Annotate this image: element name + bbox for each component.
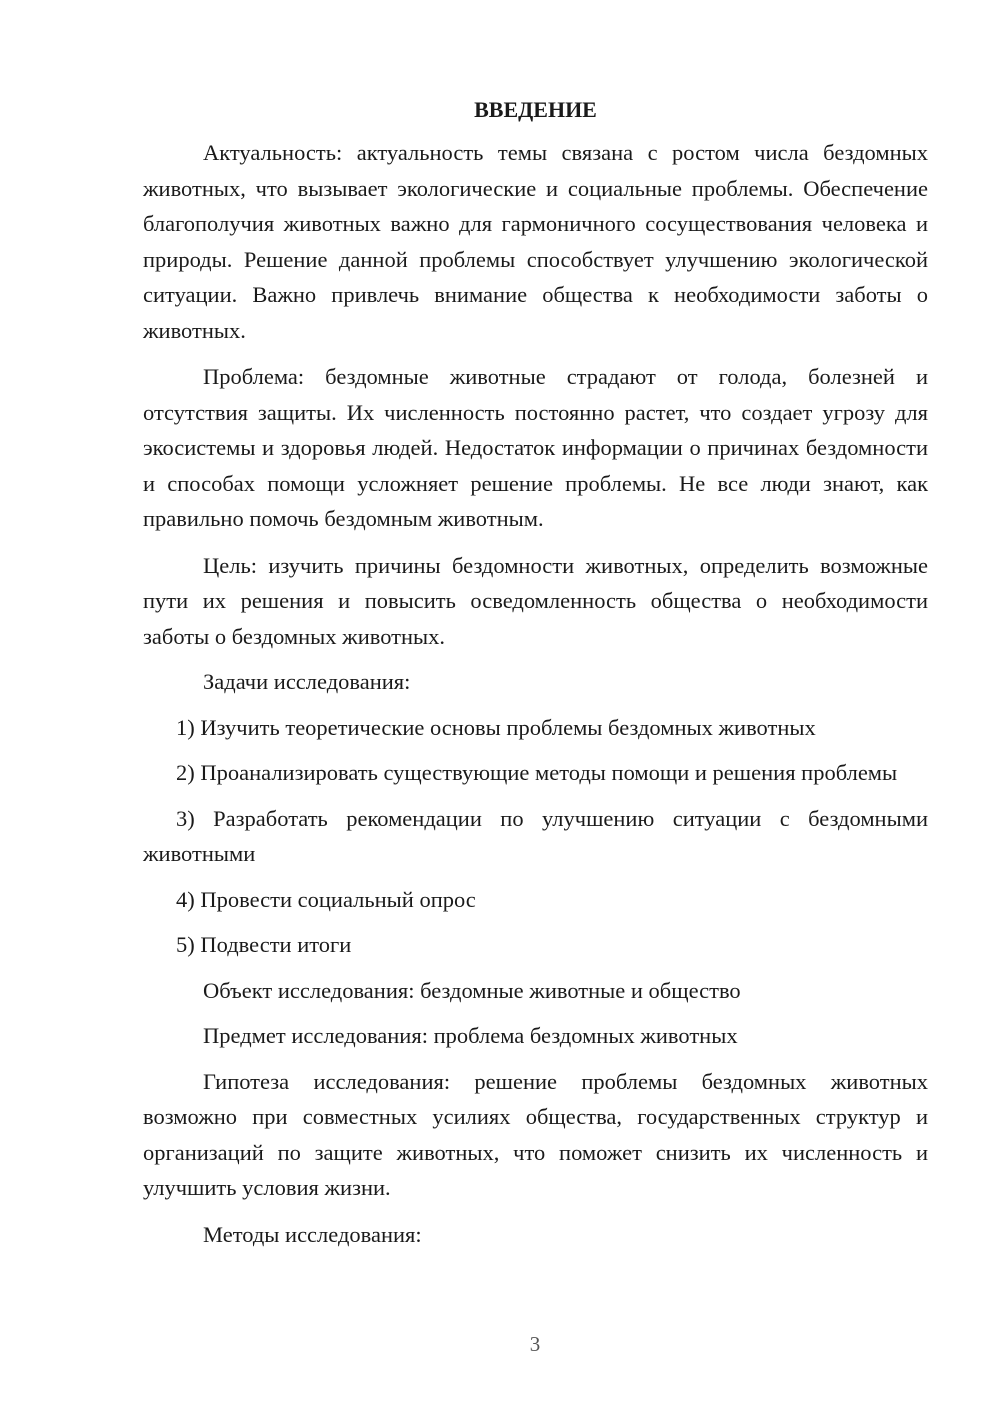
paragraph-problem: Проблема: бездомные животные страдают от голода, болезней и отсутствия защиты. Их численность постоянно растет, что создает угрозу для экосистемы и здоровья людей. Недостаток информации о причинах бездомности и способах помощи усложняет решение проблемы. Не все люди знают, как правильно помочь бездомным животным.: [143, 364, 928, 531]
tasks-heading: Задачи исследования:: [203, 669, 411, 694]
task-item-1: 1) Изучить теоретические основы проблемы бездомных животных: [176, 714, 816, 740]
paragraph-subject: Предмет исследования: проблема бездомных животных: [203, 1023, 738, 1048]
task-item-2: 2) Проанализировать существующие методы помощи и решения проблемы: [176, 760, 898, 785]
paragraph-relevance: Актуальность: актуальность темы связана с ростом числа бездомных животных, что вызывает экологические и социальные проблемы. Обеспечение благополучия животных важно для гармоничного сосуществования человека и природы. Решение данной проблемы способствует улучшению экологической ситуации. Важно привлечь внимание общества к необходимости заботы о животных.: [143, 140, 928, 343]
task-item-3: 3) Разработать рекомендации по улучшению ситуации с бездомными животными: [143, 805, 928, 866]
document-page: [143, 95, 928, 1252]
paragraph-goal: Цель: изучить причины бездомности животных, определить возможные пути их решения и повысить осведомленность общества о необходимости заботы о бездомных животных.: [143, 552, 928, 649]
paragraph-object: Объект исследования: бездомные животные и общество: [203, 977, 741, 1003]
task-item-5: 5) Подвести итоги: [176, 932, 352, 957]
page-number: 3: [529, 1332, 541, 1356]
page-title: ВВЕДЕНИЕ: [474, 97, 597, 122]
methods-heading: Методы исследования:: [203, 1221, 422, 1247]
task-item-4: 4) Провести социальный опрос: [176, 886, 476, 912]
paragraph-hypothesis: Гипотеза исследования: решение проблемы бездомных животных возможно при совместных усилиях общества, государственных структур и организаций по защите животных, что поможет снизить их численность и улучшить условия жизни.: [143, 1068, 928, 1200]
